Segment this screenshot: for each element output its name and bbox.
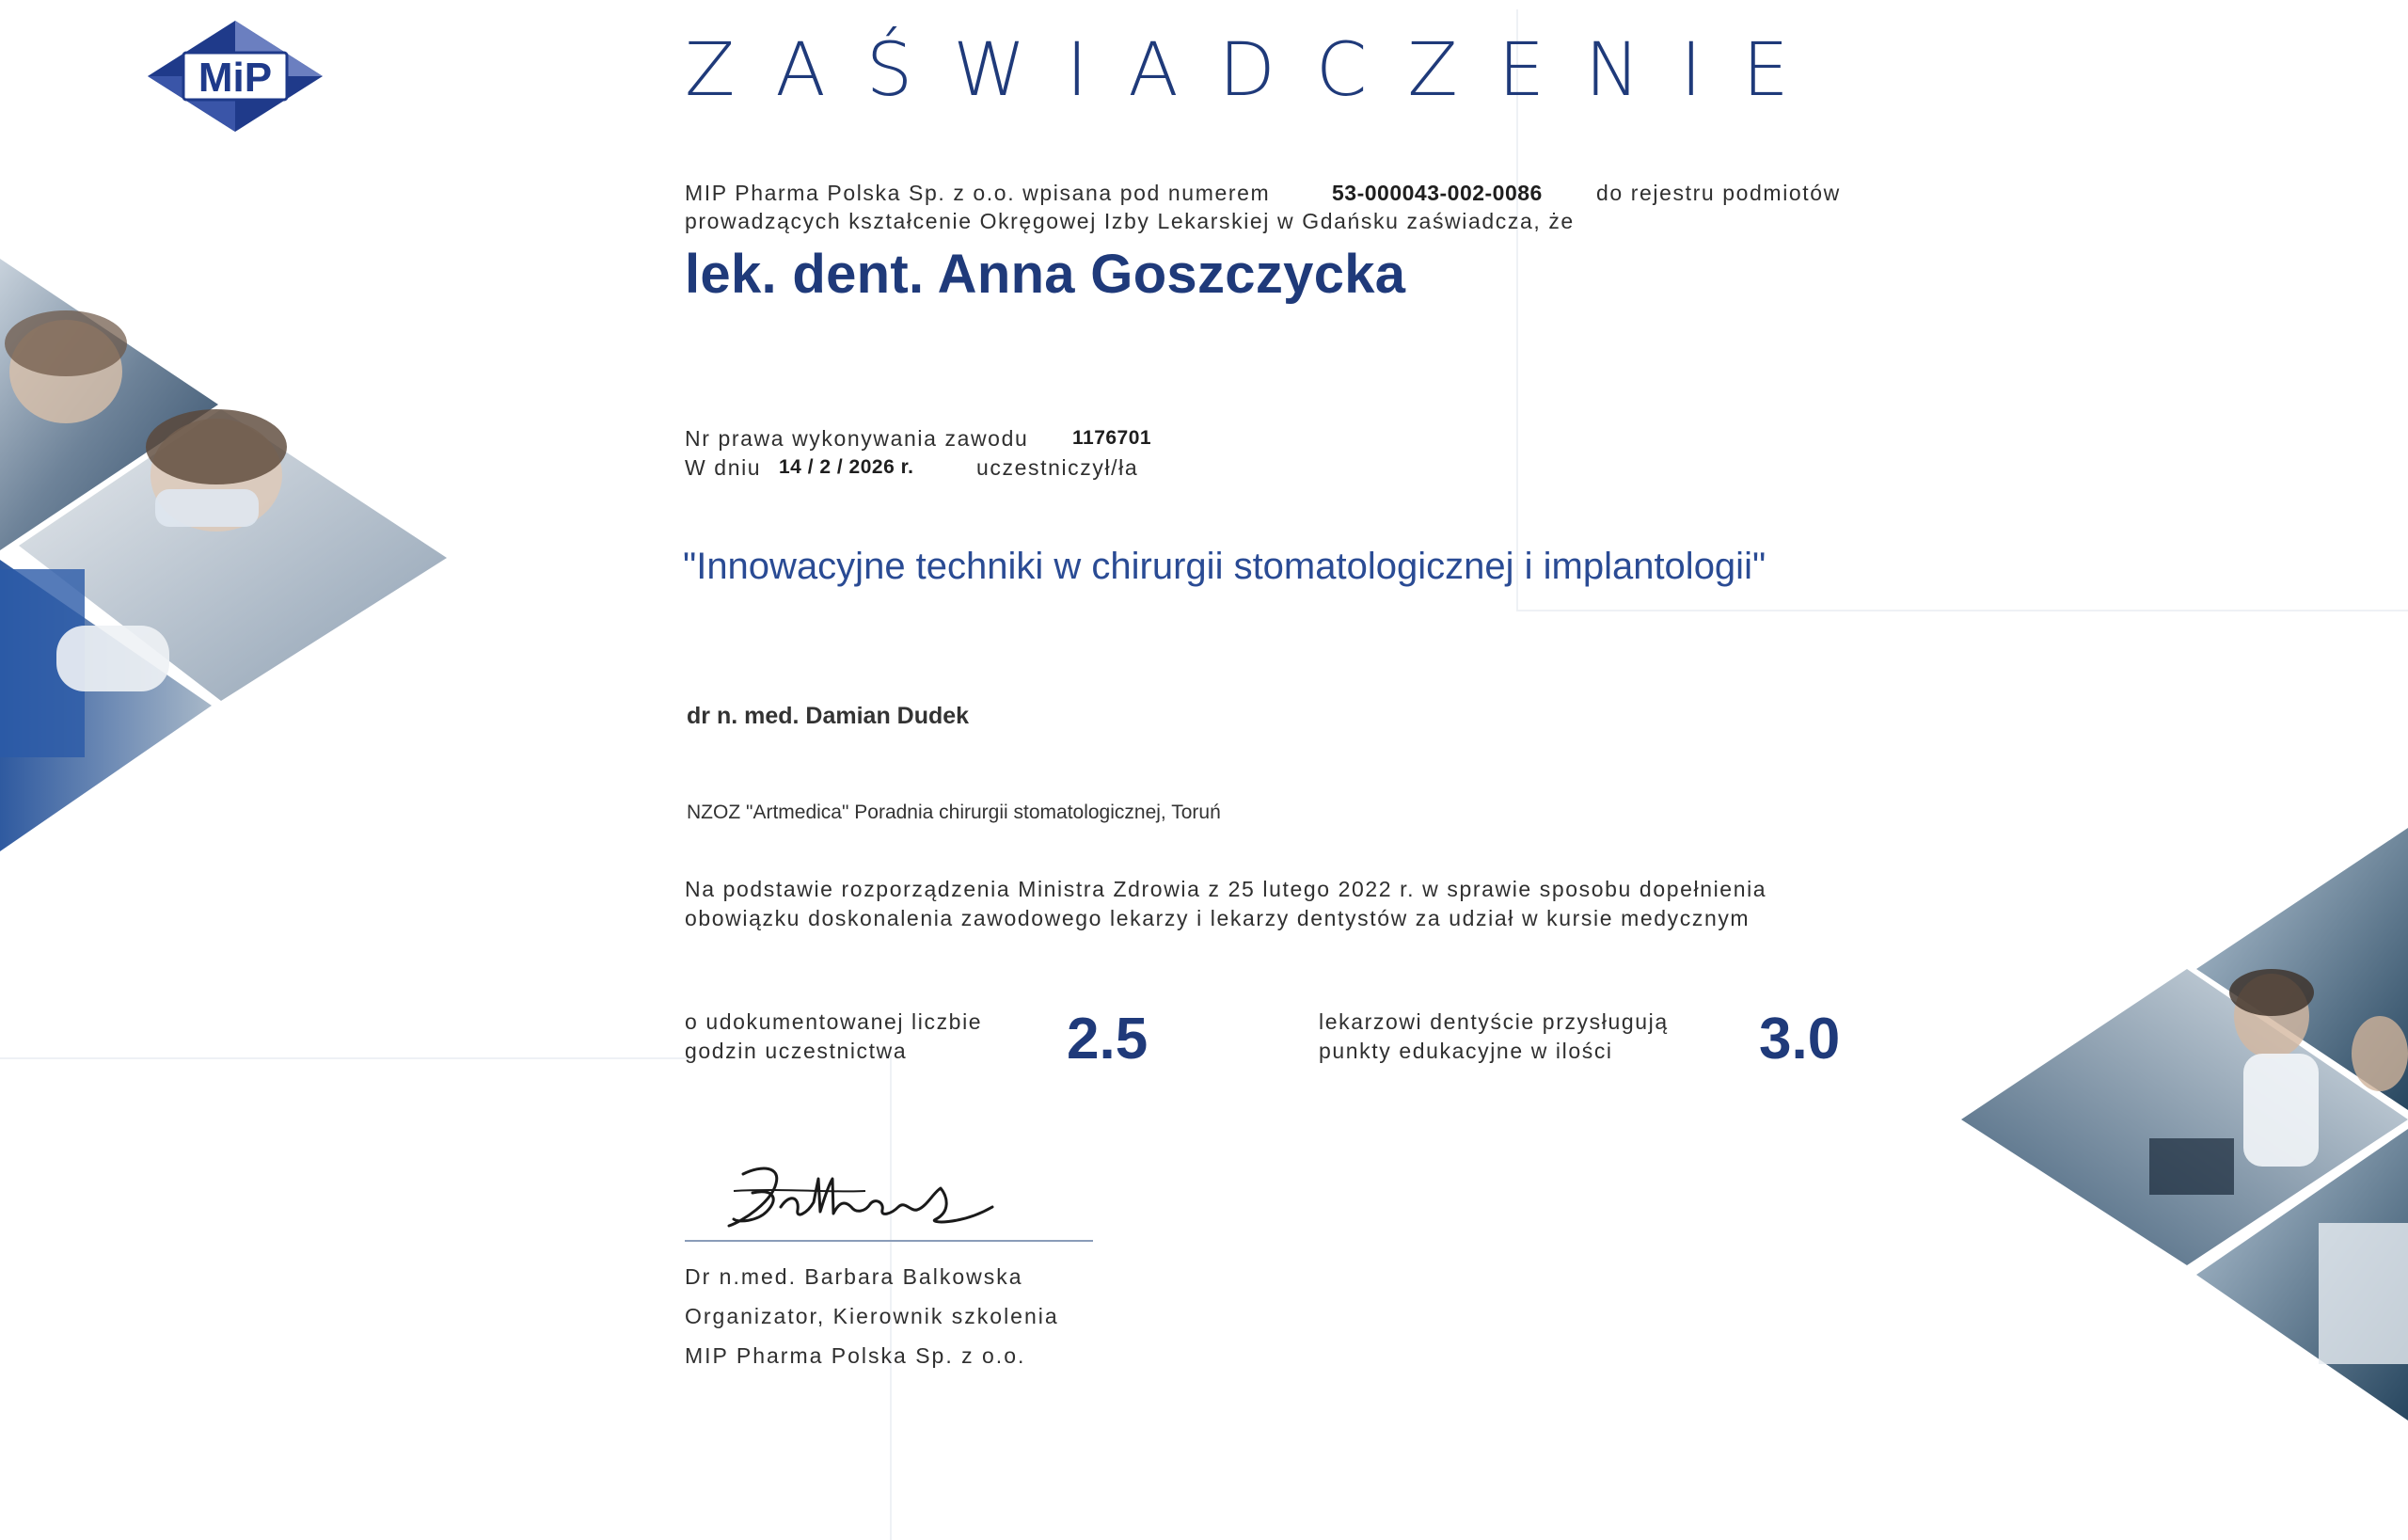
dental-photo-collage <box>0 259 452 851</box>
date-label: W dniu <box>685 455 762 480</box>
date-value: 14 / 2 / 2026 r. <box>779 456 914 478</box>
logo-text: MiP <box>198 55 273 101</box>
participant-name: lek. dent. Anna Goszczycka <box>685 244 1406 305</box>
intro-line-1 <box>685 179 1270 207</box>
signatory-name: Dr n.med. Barbara Balkowska <box>685 1264 1023 1289</box>
license-number: 1176701 <box>1072 427 1152 449</box>
intro-line-2: prowadzących kształcenie Okręgowej Izby Lekarskiej w Gdańsku zaświadcza, że <box>685 209 1575 233</box>
participation-label: uczestniczył/ła <box>976 455 1139 480</box>
legal-line-1: Na podstawie rozporządzenia Ministra Zdrowia z 25 lutego 2022 r. w sprawie sposobu dopełnienia <box>685 877 1767 901</box>
signatory-company: MIP Pharma Polska Sp. z o.o. <box>685 1343 1026 1368</box>
hours-label-1: o udokumentowanej liczbie <box>685 1009 983 1034</box>
signatory-role: Organizator, Kierownik szkolenia <box>685 1304 1059 1328</box>
mip-logo <box>146 19 325 134</box>
lecturer-name: dr n. med. Damian Dudek <box>687 703 970 729</box>
certificate-title: ZAŚWIADCZENIE <box>685 28 1830 113</box>
background-line <box>0 1057 687 1059</box>
points-label-1: lekarzowi dentyście przysługują <box>1319 1009 1669 1034</box>
points-label-2: punkty edukacyjne w ilości <box>1319 1039 1613 1063</box>
signature-line <box>685 1240 1093 1242</box>
intro-text-b: do rejestru podmiotów <box>1596 181 1841 205</box>
background-line <box>890 1056 892 1540</box>
legal-line-2: obowiązku doskonalenia zawodowego lekarzy i lekarzy dentystów za udział w kursie medycznym <box>685 906 1751 930</box>
intro-text-a: MIP Pharma Polska Sp. z o.o. wpisana pod numerem <box>685 181 1271 205</box>
points-value: 3.0 <box>1759 1007 1841 1072</box>
handwritten-signature <box>724 1155 1006 1240</box>
background-line <box>1516 610 2408 611</box>
course-title: "Innowacyjne techniki w chirurgii stomatologicznej i implantologii" <box>683 546 1766 587</box>
hours-value: 2.5 <box>1067 1007 1149 1072</box>
hours-label-2: godzin uczestnictwa <box>685 1039 908 1063</box>
laboratory-photo-collage <box>1961 828 2408 1421</box>
license-label: Nr prawa wykonywania zawodu <box>685 426 1029 451</box>
registry-number: 53-000043-002-0086 <box>1332 181 1543 205</box>
venue: NZOZ "Artmedica" Poradnia chirurgii stomatologicznej, Toruń <box>687 802 1221 823</box>
